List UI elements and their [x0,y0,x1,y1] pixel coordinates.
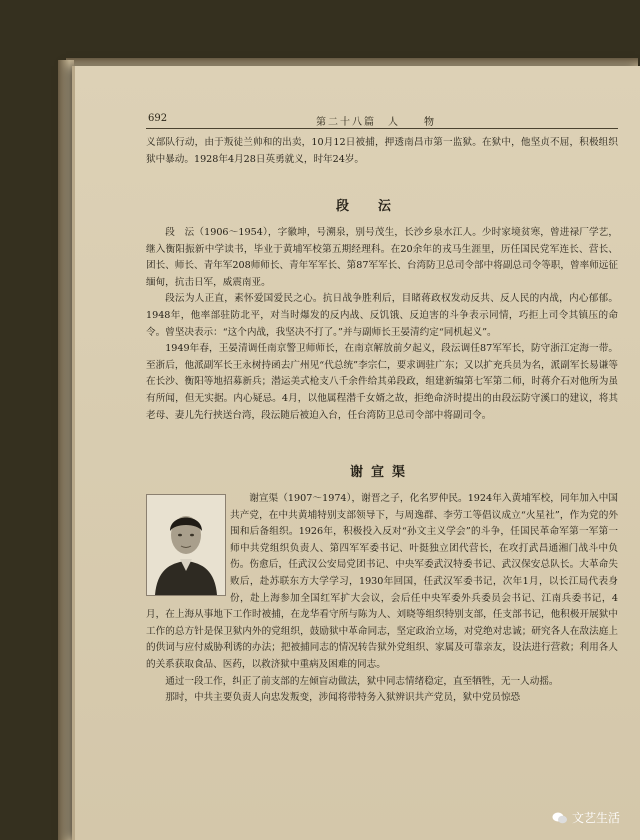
intro-block [146,135,618,168]
photo-float-spacer [146,491,230,595]
section1-body [146,225,618,424]
chapter-title: 第二十八篇 人 物 [316,117,436,128]
section1-paragraph: 段沄为人正直，素怀爱国爱民之心。抗日战争胜利后，目睹蒋政权发动反共、反人民的内战，内心郁郁。1948年，他率部驻防北平，对当时爆发的反内战、反饥饿、反迫害的斗争表示同情，巧拒上司令其镇压的命令。曾坚决表示：“这个内战，我坚决不打了。”并与副师长王晏清约定“同机起义”。 [146,293,618,338]
book-page [72,66,640,840]
wechat-icon [552,811,568,825]
section2-body [146,491,618,707]
header-rule [146,128,618,129]
section2-paragraph: 那时，中共主要负责人向忠发叛变，涉闻将带特务入狱辨识共产党员，狱中党员惊恐 [165,692,521,704]
section2-paragraph: 谢宣渠（1907～1974），谢晋之子，化名罗仲民。1924年入黄埔军校，同年加入中国共产党，在中共黄埔特别支部领导下，与周逸群、李劳工等倡议成立“火星社”，作为党的外围和后备组织。1926年，积极投入反对“孙文主义学会”的斗争，任国民革命军第一军第一师中共党组织负责人、第四军军委书记、叶挺独立团代营长，在攻打武昌通湘门战斗中负伤。伤愈后，任武汉公安局党团书记、中央军委武汉特委书记、武汉保安总队长。大革命失败后，赴苏联东方大学学习，1930年回国，任武汉军委书记，次年1月，以长江局代表身份，赴上海参加全国红军扩大会议，会后任中央军委外兵委员会书记、江南兵委书记，4月，在上海从事地下工作时被捕，在龙华看守所与陈为人、刘晓等组织特别支部，任支部书记，他积极开展狱中工作的总方针是保卫狱内外的党组织，鼓励狱中革命同志，坚定政治立场，对党绝对忠诚；研究各人在敌法庭上的供词与应付威胁利诱的办法；把被捕同志的情况转告狱外党组织、家属及可靠亲友，设法进行营救；利用各人的关系获取食品、医药，以救济狱中重病及困难的同志。 [146,493,618,670]
section-title-duan-yun: 段 沄 [336,199,400,214]
intro-paragraph: 义部队行动，由于叛徒兰帅和的出卖，10月12日被捕，押透南昌市第一监狱。在狱中，他坚贞不屈，积极组织狱中暴动。1928年4月28日英勇就义，时年24岁。 [146,137,618,165]
wechat-watermark [552,809,620,826]
section-title-xie-xuanqu: 谢宣渠 [350,465,414,480]
page-number: 692 [148,113,168,124]
section1-paragraph: 段 沄（1906～1954），字徽坤，号溯泉，别号茂生，长沙乡泉水江人。少时家境贫寒，曾进禄厂学艺，继入衡阳振新中学读书，毕业于黄埔军校第五期经理科。在20余年的戎马生涯里，历任国民党军连长、营长、团长、师长、青年军208师师长、青年军军长、第87军军长、台湾防卫总司令部中将副总司令等职，曾率师远征缅甸，抗击日军，威震南亚。 [146,227,618,288]
watermark-label: 文艺生活 [571,811,620,825]
section1-paragraph: 1949年春，王晏清调任南京警卫师师长，在南京解放前夕起义，段沄调任87军军长，防守浙江定海一带。至浙后，他派副军长王永树持函去广州见“代总统”李宗仁，要求调驻广东；又以扩充兵员为名，派副军长易谦等在长沙、衡阳等地招募新兵；潜运美式枪支八千余件给其弟段政，组建新编第七军第二师，时蒋介石对他所为虽有所闻，但无实据。内心疑忌。4月，以他属程潜千女婿之故，拒绝命济时提出的由段沄防守溪口的建议，将其老母、妻儿先行挟送台湾，段沄随后被迫入台，任台湾防卫总司令部中将副司令。 [146,343,618,421]
section2-paragraph: 通过一段工作，纠正了前支部的左倾盲动做法，狱中同志情绪稳定，直至牺牲，无一人动摇。 [165,675,559,687]
